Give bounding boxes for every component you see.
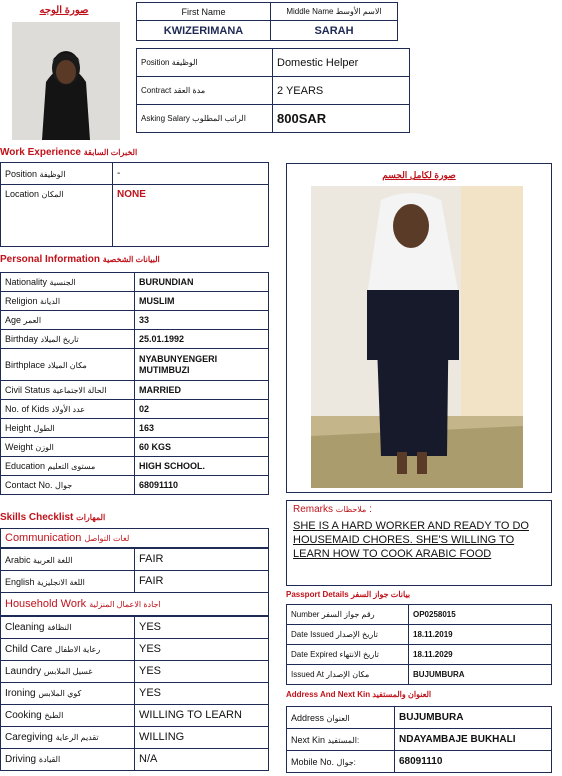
address-row <box>287 707 552 729</box>
household-row-value: YES <box>135 683 269 705</box>
address-row-value: NDAYAMBAJE BUKHALI <box>395 729 552 751</box>
field-label: Mobile No. <box>291 756 335 767</box>
remarks-box <box>286 500 552 586</box>
passport-table <box>286 604 552 685</box>
personal-row-label <box>1 438 135 457</box>
personal-row-value: 25.01.1992 <box>135 330 269 349</box>
field-label-ar: تاريخ الإصدار <box>335 630 378 639</box>
household-row-value: N/A <box>135 749 269 771</box>
household-row <box>1 727 269 749</box>
field-label: Arabic <box>5 554 31 565</box>
we-position-value: - <box>113 163 269 185</box>
field-label-ar: تاريخ الانتهاء <box>339 650 379 659</box>
field-label-ar: الجنسية <box>49 278 76 287</box>
field-label-ar: عدد الأولاد <box>51 405 86 414</box>
language-row <box>1 549 269 571</box>
personal-row-value: 68091110 <box>135 476 269 495</box>
address-title: Address And Next Kin العنوان والمستفيد <box>286 690 432 699</box>
household-row <box>1 617 269 639</box>
salary-label: Asking Salary الراتب المطلوب <box>137 105 273 133</box>
passport-row-label <box>287 605 409 625</box>
personal-row-label <box>1 349 135 381</box>
we-location-value: NONE <box>113 185 269 247</box>
personal-info-title: Personal Information البيانات الشخصية <box>0 254 160 265</box>
household-row-label <box>1 639 135 661</box>
personal-row-label <box>1 273 135 292</box>
work-experience-title: Work Experience الخبرات السابقة <box>0 147 138 158</box>
face-photo-title: صورة الوجه <box>39 5 89 16</box>
position-value: Domestic Helper <box>273 49 410 77</box>
personal-row-value: MUSLIM <box>135 292 269 311</box>
name-table <box>136 2 398 41</box>
passport-row-value: BUJUMBURA <box>409 665 552 685</box>
passport-row-value: OP0258015 <box>409 605 552 625</box>
address-row-label <box>287 707 395 729</box>
field-label-ar: العنوان <box>326 713 350 723</box>
field-label: Birthplace <box>5 359 46 370</box>
field-label-ar: المستفيد: <box>327 735 360 745</box>
field-label: English <box>5 576 35 587</box>
field-label-ar: تقديم الرعاية <box>55 733 99 742</box>
we-location-label: Location المكان <box>1 185 113 247</box>
personal-row <box>1 438 269 457</box>
we-position-label: Position الوظيفة <box>1 163 113 185</box>
field-label-ar: جوال: <box>336 757 356 767</box>
personal-row-label <box>1 330 135 349</box>
contract-label: Contract مدة العقد <box>137 77 273 105</box>
personal-row <box>1 330 269 349</box>
personal-row-label <box>1 419 135 438</box>
field-label-ar: جوال <box>55 481 73 490</box>
household-row <box>1 683 269 705</box>
personal-info-table <box>0 272 269 495</box>
middle-name-value: SARAH <box>271 21 398 41</box>
field-label-ar: رقم جواز السفر <box>321 610 375 619</box>
language-row <box>1 571 269 593</box>
address-row-label <box>287 729 395 751</box>
field-label-ar: اللغة العربية <box>33 555 73 565</box>
personal-row-label <box>1 476 135 495</box>
field-label: No. of Kids <box>5 404 50 414</box>
personal-row-value: NYABUNYENGERI MUTIMBUZI <box>135 349 269 381</box>
field-label: Contact No. <box>5 480 53 490</box>
language-row-value: FAIR <box>135 549 269 571</box>
personal-row-label <box>1 400 135 419</box>
personal-row-value: HIGH SCHOOL. <box>135 457 269 476</box>
field-label-ar: اللغة الانجليزية <box>37 577 85 587</box>
language-row-value: FAIR <box>135 571 269 593</box>
field-label-ar: الطول <box>33 424 55 433</box>
full-photo-box <box>286 163 552 493</box>
household-row-label <box>1 661 135 683</box>
passport-row-label <box>287 645 409 665</box>
personal-row <box>1 273 269 292</box>
personal-row-value: 163 <box>135 419 269 438</box>
address-row-value: 68091110 <box>395 751 552 773</box>
full-photo-title: صورة لكامل الجسم <box>382 170 456 180</box>
passport-row <box>287 665 552 685</box>
household-row <box>1 639 269 661</box>
personal-row <box>1 400 269 419</box>
field-label-ar: العمر <box>23 316 42 325</box>
field-label-ar: الوزن <box>35 443 54 452</box>
field-label-ar: مكان الإصدار <box>326 670 370 679</box>
field-label-ar: مكان الميلاد <box>47 360 87 370</box>
household-row <box>1 749 269 771</box>
passport-title: Passport Details بيانات جواز السفر <box>286 590 411 599</box>
personal-row-value: 60 KGS <box>135 438 269 457</box>
field-label: Caregiving <box>5 732 53 743</box>
field-label-ar: الحالة الاجتماعية <box>52 386 107 395</box>
field-label: Education <box>5 461 46 471</box>
personal-row-label <box>1 292 135 311</box>
field-label: Driving <box>5 754 37 765</box>
field-label-ar: كوي الملابس <box>38 689 82 698</box>
field-label: Cooking <box>5 710 42 721</box>
address-row <box>287 751 552 773</box>
field-label-ar: مستوى التعليم <box>47 462 96 471</box>
work-experience-table <box>0 162 269 247</box>
field-label-ar: القيادة <box>38 755 61 764</box>
field-label: Next Kin <box>291 734 326 745</box>
household-table <box>0 616 269 771</box>
personal-row-value: 33 <box>135 311 269 330</box>
field-label: Number <box>291 610 320 619</box>
middle-name-label: Middle Name الاسم الأوسط <box>271 3 398 21</box>
household-row-label <box>1 749 135 771</box>
field-label: Height <box>5 423 32 433</box>
address-row <box>287 729 552 751</box>
household-row <box>1 661 269 683</box>
field-label: Cleaning <box>5 622 45 633</box>
household-row-value: YES <box>135 661 269 683</box>
passport-row <box>287 645 552 665</box>
address-row-label <box>287 751 395 773</box>
household-row-value: YES <box>135 617 269 639</box>
personal-row <box>1 381 269 400</box>
field-label: Nationality <box>5 277 48 287</box>
field-label: Religion <box>5 296 38 306</box>
household-row-value: WILLING TO LEARN <box>135 705 269 727</box>
language-row-label <box>1 549 135 571</box>
passport-row-value: 18.11.2019 <box>409 625 552 645</box>
field-label: Child Care <box>5 644 53 655</box>
field-label: Laundry <box>5 666 42 677</box>
personal-row <box>1 476 269 495</box>
skills-title: Skills Checklist المهارات <box>0 512 106 523</box>
communication-header: Communication لغات التواصل <box>0 528 269 548</box>
remarks-text: SHE IS A HARD WORKER AND READY TO DO HOUSEMAID CHORES. SHE'S WILLING TO LEARN HOW TO COOK ARABIC FOOD <box>293 520 529 560</box>
field-label: Date Expired <box>291 650 338 659</box>
personal-row-value: MARRIED <box>135 381 269 400</box>
household-row-value: YES <box>135 639 269 661</box>
personal-row <box>1 349 269 381</box>
household-row-value: WILLING <box>135 727 269 749</box>
communication-table <box>0 548 269 593</box>
field-label: Address <box>291 712 325 723</box>
passport-row-value: 18.11.2029 <box>409 645 552 665</box>
address-row-value: BUJUMBURA <box>395 707 552 729</box>
personal-row-value: BURUNDIAN <box>135 273 269 292</box>
household-row-label <box>1 617 135 639</box>
personal-row-value: 02 <box>135 400 269 419</box>
household-row-label <box>1 727 135 749</box>
household-row-label <box>1 705 135 727</box>
household-row <box>1 705 269 727</box>
field-label-ar: غسيل الملابس <box>43 667 93 676</box>
personal-row <box>1 419 269 438</box>
passport-row <box>287 625 552 645</box>
field-label: Date Issued <box>291 630 334 639</box>
personal-row-label <box>1 381 135 400</box>
passport-row-label <box>287 665 409 685</box>
field-label: Issued At <box>291 670 324 679</box>
field-label: Ironing <box>5 688 36 699</box>
full-body-photo <box>311 186 523 488</box>
job-table <box>136 48 410 133</box>
address-table <box>286 706 552 773</box>
remarks-label: Remarks ملاحظات : <box>293 504 372 515</box>
personal-row-label <box>1 457 135 476</box>
household-header: Household Work اجادة الاعمال المنزلية <box>0 592 269 616</box>
field-label-ar: الطبخ <box>44 711 64 720</box>
field-label-ar: الديانة <box>40 297 61 306</box>
field-label-ar: رعاية الاطفال <box>55 645 101 654</box>
personal-row-label <box>1 311 135 330</box>
personal-row <box>1 457 269 476</box>
contract-value: 2 YEARS <box>273 77 410 105</box>
household-row-label <box>1 683 135 705</box>
language-row-label <box>1 571 135 593</box>
first-name-value: KWIZERIMANA <box>137 21 271 41</box>
field-label: Age <box>5 315 22 325</box>
salary-value: 800SAR <box>273 105 410 133</box>
field-label-ar: النظافة <box>47 623 72 632</box>
first-name-label: First Name <box>137 3 271 21</box>
field-label-ar: تاريخ الميلاد <box>40 335 79 344</box>
personal-row <box>1 311 269 330</box>
personal-row <box>1 292 269 311</box>
field-label: Weight <box>5 442 33 452</box>
field-label: Civil Status <box>5 385 51 395</box>
position-label: Position الوظيفة <box>137 49 273 77</box>
face-photo <box>12 22 120 140</box>
passport-row-label <box>287 625 409 645</box>
field-label: Birthday <box>5 334 39 344</box>
passport-row <box>287 605 552 625</box>
